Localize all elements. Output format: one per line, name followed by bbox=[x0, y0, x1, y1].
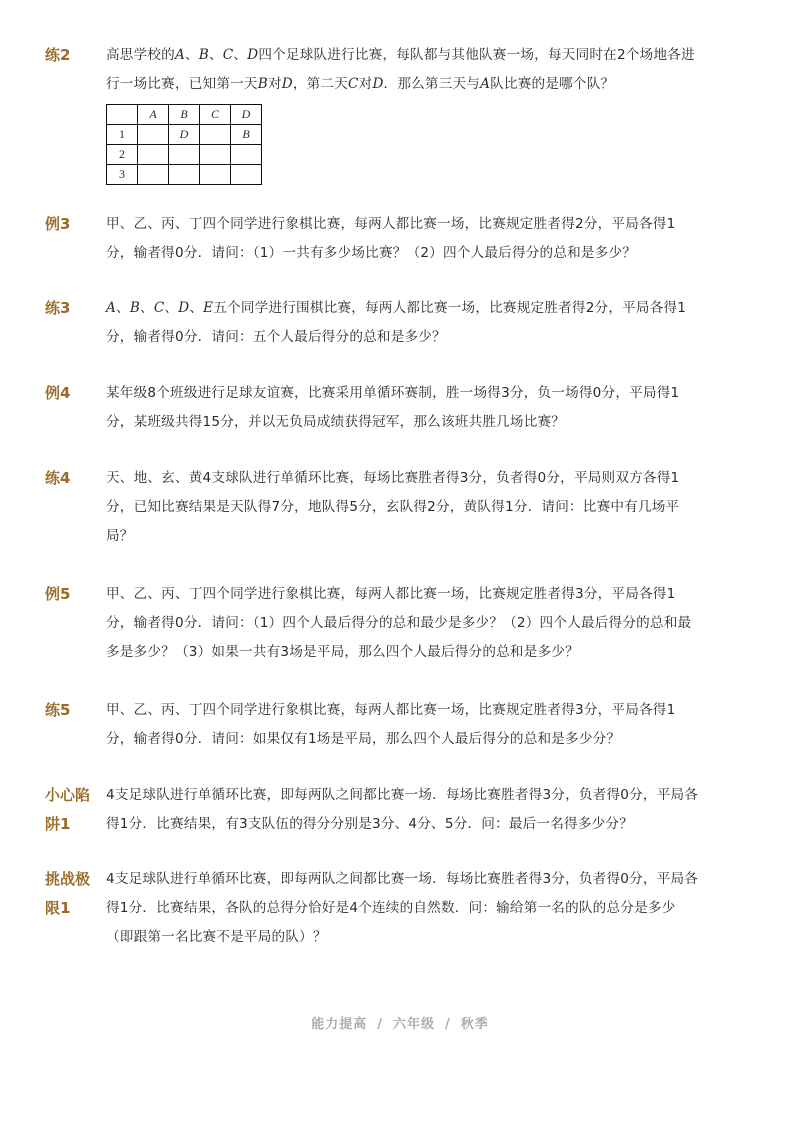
problem-text-line: 高思学校的A、B、C、D四个足球队进行比赛，每队都与其他队赛一场，每天同时在2个场地各进 bbox=[106, 47, 695, 63]
table-cell bbox=[200, 165, 231, 185]
table-row bbox=[107, 165, 262, 185]
problem-text-line: 局？ bbox=[106, 528, 134, 544]
problem-text bbox=[106, 865, 728, 952]
problem-text-line: 行一场比赛，已知第一天B对D，第二天C对D．那么第三天与A队比赛的是哪个队？ bbox=[106, 76, 615, 92]
problem-text bbox=[106, 464, 728, 551]
table-cell: 2 bbox=[107, 145, 138, 165]
problem-label: 练5 bbox=[45, 701, 71, 719]
table-cell bbox=[107, 105, 138, 125]
problem-label-line: 限1 bbox=[45, 899, 71, 917]
problem-text-line: 分，已知比赛结果是天队得7分，地队得5分，玄队得2分，黄队得1分．请问：比赛中有几场平 bbox=[106, 499, 680, 515]
problem-text-line: 分，输者得0分．请问：（1）四个人最后得分的总和最少是多少？（2）四个人最后得分的总和最 bbox=[106, 615, 692, 631]
problem-text-line: 得1分．比赛结果，各队的总得分恰好是4个连续的自然数．问：输给第一名的队的总分是多少 bbox=[106, 900, 676, 916]
problem-label: 练3 bbox=[45, 299, 71, 317]
problem-text-line: 分，输者得0分．请问：（1）一共有多少场比赛？（2）四个人最后得分的总和是多少？ bbox=[106, 245, 637, 261]
table-cell bbox=[169, 145, 200, 165]
table-cell bbox=[200, 145, 231, 165]
problem-text-line: 某年级8个班级进行足球友谊赛，比赛采用单循环赛制，胜一场得3分，负一场得0分，平局得1 bbox=[106, 385, 680, 401]
table-cell bbox=[138, 165, 169, 185]
problem-text-line: 得1分．比赛结果，有3支队伍的得分分别是3分、4分、5分．问：最后一名得多少分？ bbox=[106, 816, 634, 832]
table-cell bbox=[138, 125, 169, 145]
table-cell: D bbox=[231, 105, 262, 125]
problem-text-line: 4支足球队进行单循环比赛，即每两队之间都比赛一场．每场比赛胜者得3分，负者得0分，平局各 bbox=[106, 787, 699, 803]
page-footer bbox=[0, 1013, 800, 1032]
table-cell bbox=[231, 165, 262, 185]
footer-separator: / bbox=[445, 1017, 451, 1032]
problem-text bbox=[106, 781, 728, 839]
table-cell: 1 bbox=[107, 125, 138, 145]
footer-course: 能力提高 bbox=[311, 1017, 368, 1032]
problem-label-line: 小心陷 bbox=[45, 786, 91, 804]
problem-label-line: 挑战极 bbox=[45, 870, 91, 888]
footer-grade: 六年级 bbox=[392, 1017, 435, 1032]
footer-separator: / bbox=[377, 1017, 383, 1032]
table-cell: 3 bbox=[107, 165, 138, 185]
problem-label: 例4 bbox=[45, 384, 71, 402]
variable-letter: C bbox=[348, 76, 359, 92]
problem-text-line: 甲、乙、丙、丁四个同学进行象棋比赛，每两人都比赛一场，比赛规定胜者得3分，平局各得1 bbox=[106, 702, 676, 718]
problem-text-line: 甲、乙、丙、丁四个同学进行象棋比赛，每两人都比赛一场，比赛规定胜者得2分，平局各得1 bbox=[106, 216, 676, 232]
problem-text-line: A、B、C、D、E五个同学进行围棋比赛，每两人都比赛一场，比赛规定胜者得2分，平局各得1 bbox=[106, 300, 687, 316]
table-cell: A bbox=[138, 105, 169, 125]
problem-text-line: 多是多少？（3）如果一共有3场是平局，那么四个人最后得分的总和是多少？ bbox=[106, 644, 579, 660]
variable-letter: D bbox=[281, 76, 293, 92]
problem-text-line: （即跟第一名比赛不是平局的队）？ bbox=[106, 929, 327, 945]
variable-letter: A bbox=[106, 300, 117, 316]
match-schedule-table bbox=[106, 104, 262, 185]
problem-text bbox=[106, 294, 728, 352]
variable-letter: A bbox=[480, 76, 491, 92]
variable-letter: D bbox=[247, 47, 259, 63]
variable-letter: B bbox=[129, 300, 141, 316]
problem-label: 例3 bbox=[45, 215, 71, 233]
table-row bbox=[107, 125, 262, 145]
variable-letter: C bbox=[222, 47, 234, 63]
footer-term: 秋季 bbox=[460, 1017, 489, 1032]
table-cell bbox=[231, 145, 262, 165]
problem-label bbox=[45, 781, 100, 839]
problem-text-line: 分，输者得0分．请问：五个人最后得分的总和是多少？ bbox=[106, 329, 446, 345]
problem-text bbox=[106, 696, 728, 754]
table-row bbox=[107, 145, 262, 165]
table-cell bbox=[200, 125, 231, 145]
problem-text-line: 4支足球队进行单循环比赛，即每两队之间都比赛一场．每场比赛胜者得3分，负者得0分，平局各 bbox=[106, 871, 699, 887]
table-cell: D bbox=[169, 125, 200, 145]
problem-text bbox=[106, 210, 728, 268]
table-cell bbox=[169, 165, 200, 185]
variable-letter: E bbox=[203, 300, 214, 316]
problem-text-line: 分，输者得0分．请问：如果仅有1场是平局，那么四个人最后得分的总和是多少分？ bbox=[106, 731, 621, 747]
table-header-row bbox=[107, 105, 262, 125]
problem-label bbox=[45, 865, 100, 923]
problem-label: 练2 bbox=[45, 46, 71, 64]
problem-text bbox=[106, 41, 728, 99]
variable-letter: D bbox=[372, 76, 384, 92]
problem-text bbox=[106, 379, 728, 437]
table-cell: B bbox=[169, 105, 200, 125]
problem-label: 练4 bbox=[45, 469, 71, 487]
variable-letter: C bbox=[153, 300, 165, 316]
variable-letter: B bbox=[257, 76, 268, 92]
problem-text-line: 天、地、玄、黄4支球队进行单循环比赛，每场比赛胜者得3分，负者得0分，平局则双方各得1 bbox=[106, 470, 680, 486]
problem-text-line: 分，某班级共得15分，并以无负局成绩获得冠军，那么该班共胜几场比赛？ bbox=[106, 414, 566, 430]
table-cell: B bbox=[231, 125, 262, 145]
problem-label-line: 阱1 bbox=[45, 815, 71, 833]
variable-letter: A bbox=[174, 47, 185, 63]
table-cell bbox=[138, 145, 169, 165]
problem-label: 例5 bbox=[45, 585, 71, 603]
variable-letter: B bbox=[198, 47, 209, 63]
variable-letter: D bbox=[178, 300, 190, 316]
problem-text bbox=[106, 580, 728, 667]
table-cell: C bbox=[200, 105, 231, 125]
problem-text-line: 甲、乙、丙、丁四个同学进行象棋比赛，每两人都比赛一场，比赛规定胜者得3分，平局各得1 bbox=[106, 586, 676, 602]
